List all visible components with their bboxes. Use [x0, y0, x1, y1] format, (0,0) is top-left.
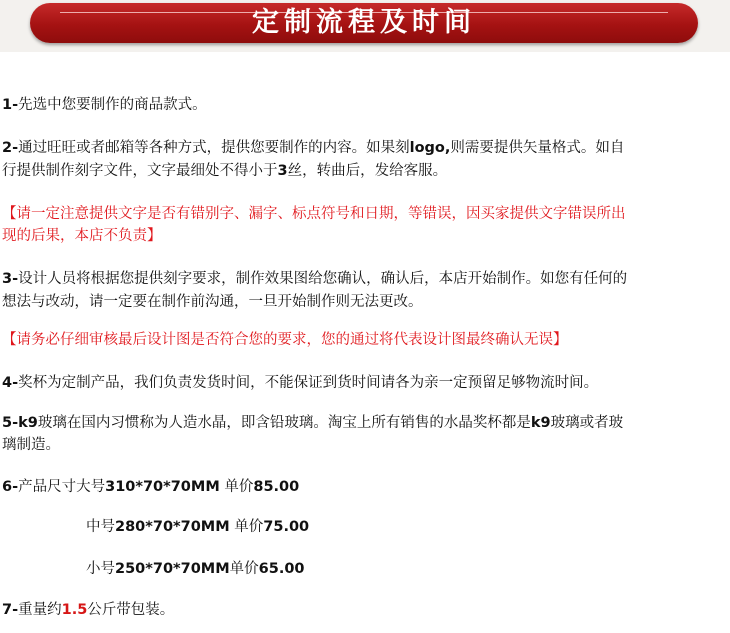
title-banner: [30, 3, 698, 43]
size-value: 310*70*70MM: [105, 479, 220, 495]
step-text: 则需要提供矢量格式。如自: [450, 140, 625, 156]
step-6-small: [86, 555, 305, 583]
step-number: 2-: [2, 140, 19, 156]
size-value: 250*70*70MM: [115, 561, 230, 577]
step-text: 玻璃或者玻: [550, 415, 624, 431]
step-6-medium: [86, 513, 309, 541]
step-number: 5-k9: [2, 415, 38, 431]
step-3-line-2: 想法与改动，请一定要在制作前沟通，一旦开始制作则无法更改。: [2, 294, 423, 310]
step-2-line-2: [2, 157, 726, 185]
warning-1-line-1: 【请一定注意提供文字是否有错别字、漏字、标点符号和日期，等错误，因买家提供文字错误所出: [2, 206, 626, 222]
step-number: 3-: [2, 271, 19, 287]
step-text: 玻璃在国内习惯称为人造水晶，即含铅玻璃。淘宝上所有销售的水晶奖杯都是: [37, 415, 531, 431]
step-text: 先选中您要制作的商品款式。: [18, 97, 207, 113]
size-value: 280*70*70MM: [115, 519, 230, 535]
step-number: 1-: [2, 97, 19, 113]
step-text: 设计人员将根据您提供刻字要求，制作效果图给您确认，确认后，本店开始制作。如您有任何的: [18, 271, 628, 287]
warning-1-line-2: 现的后果，本店不负责】: [2, 228, 162, 244]
size-label: 中号: [86, 519, 115, 535]
warning-2: 【请务必仔细审核最后设计图是否符合您的要求，您的通过将代表设计图最终确认无误】: [2, 332, 568, 348]
step-1: [2, 91, 726, 119]
step-text: 丝，转曲后，发给客服。: [287, 163, 448, 179]
size-label: 小号: [86, 561, 115, 577]
price-value: 65.00: [258, 561, 305, 577]
size-label: 产品尺寸大号: [18, 479, 106, 495]
step-text: 奖杯为定制产品，我们负责发货时间，不能保证到货时间请各为亲一定预留足够物流时间。: [18, 375, 599, 391]
price-value: 85.00: [253, 479, 300, 495]
price-label: 单价: [229, 519, 264, 535]
step-number: 4-: [2, 375, 19, 391]
step-text: 重量约: [18, 602, 62, 618]
step-text: 通过旺旺或者邮箱等各种方式，提供您要制作的内容。如果刻: [18, 140, 410, 156]
step-number: 6-: [2, 479, 19, 495]
step-7: [2, 596, 726, 624]
min-width-value: 3: [277, 163, 288, 179]
step-4: [2, 369, 726, 397]
price-label: 单价: [219, 479, 254, 495]
step-text: 行提供制作刻字文件，文字最细处不得小于: [2, 163, 278, 179]
step-number: 7-: [2, 602, 19, 618]
banner-title: 定制流程及时间: [252, 7, 476, 38]
step-6-large: [2, 473, 726, 501]
step-5-line-2: 璃制造。: [2, 437, 60, 453]
price-value: 75.00: [263, 519, 310, 535]
step-text: 公斤带包装。: [87, 602, 175, 618]
weight-value: 1.5: [61, 602, 88, 618]
logo-text: logo,: [409, 140, 451, 156]
price-label: 单价: [229, 561, 259, 577]
k9-text: k9: [530, 415, 551, 431]
